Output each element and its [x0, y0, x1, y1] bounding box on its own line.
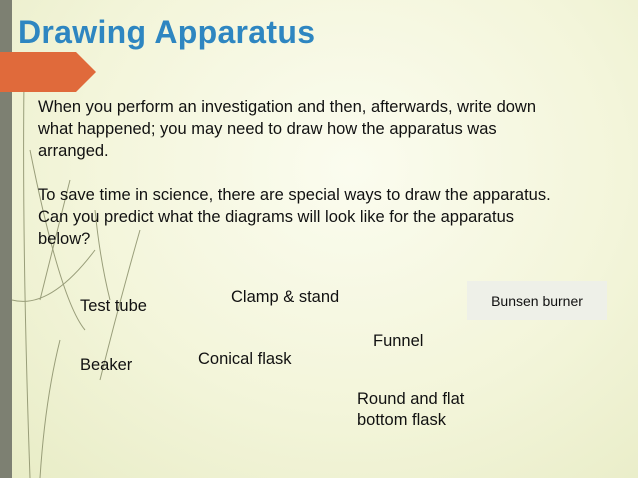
label-clamp-stand: Clamp & stand	[231, 288, 340, 306]
page-title: Drawing Apparatus	[18, 14, 316, 50]
label-test-tube: Test tube	[80, 297, 147, 315]
label-bunsen-burner-box	[467, 281, 607, 320]
label-conical-flask: Conical flask	[198, 350, 292, 368]
label-round-flat-flask: Round and flat bottom flask	[357, 390, 465, 429]
label-bunsen-burner: Bunsen burner	[491, 292, 583, 309]
label-beaker: Beaker	[80, 356, 133, 374]
question-paragraph: To save time in science, there are special ways to draw the apparatus. Can you predict what the diagrams will look like for the apparatus below?	[38, 186, 551, 248]
intro-paragraph: When you perform an investigation and then, afterwards, write down what happened; you may need to draw how the apparatus was arranged.	[38, 98, 537, 160]
label-funnel: Funnel	[373, 332, 424, 350]
title-pointer-shape	[0, 52, 100, 92]
